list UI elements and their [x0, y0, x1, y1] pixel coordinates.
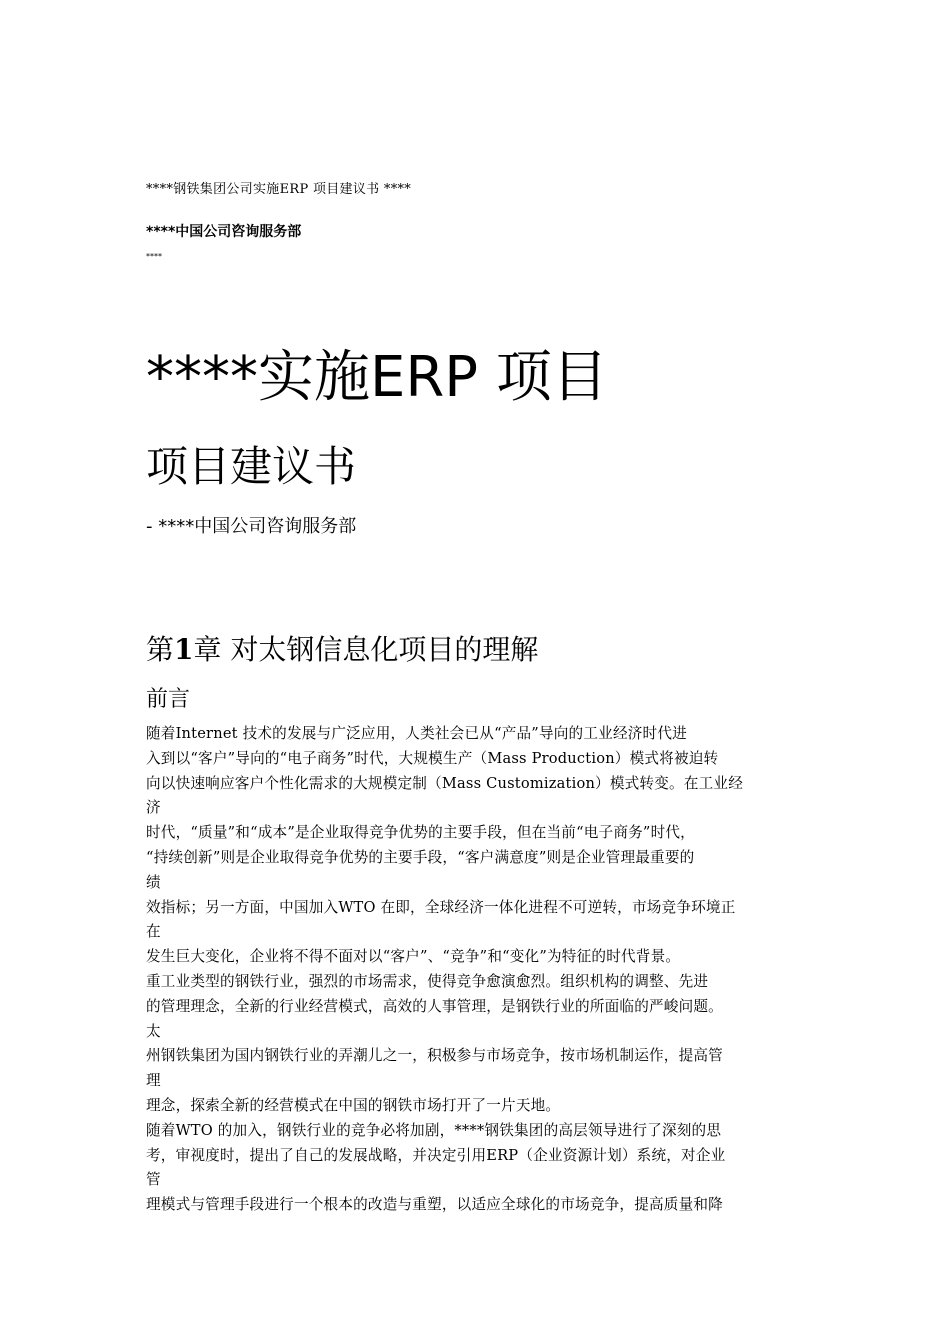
body-line: 济 — [146, 799, 161, 817]
organization-line: ****中国公司咨询服务部 — [146, 224, 302, 240]
body-line: 时代，“质量”和“成本”是企业取得竞争优势的主要手段，但在当前“电子商务”时代， — [146, 824, 695, 842]
sub-title: 项目建议书 — [146, 442, 357, 491]
preface-body — [146, 722, 806, 1218]
body-line: 向以快速响应客户个性化需求的大规模定制（Mass Customization）模式转变。在工业经 — [146, 774, 743, 792]
chapter-prefix: 第 — [146, 633, 175, 666]
body-line: “持续创新”则是企业取得竞争优势的主要手段，“客户满意度”则是企业管理最重要的 — [146, 848, 695, 866]
chapter-title — [146, 628, 538, 668]
body-line: 理模式与管理手段进行一个根本的改造与重塑，以适应全球化的市场竞争，提高质量和降 — [146, 1196, 723, 1214]
body-line: 重工业类型的钢铁行业，强烈的市场需求，使得竞争愈演愈烈。组织机构的调整、先进 — [146, 972, 709, 990]
chapter-number: 1 — [174, 633, 194, 666]
author-line: - ****中国公司咨询服务部 — [146, 516, 357, 537]
small-stars-mark: **** — [146, 252, 162, 261]
body-line: 绩 — [146, 873, 161, 891]
main-title: ****实施ERP 项目 — [146, 345, 608, 410]
body-line: 理念，探索全新的经营模式在中国的钢铁市场打开了一片天地。 — [146, 1096, 561, 1114]
chapter-suffix: 章 对太钢信息化项目的理解 — [193, 633, 539, 666]
body-line: 的管理理念，全新的行业经营模式，高效的人事管理，是钢铁行业的所面临的严峻问题。 — [146, 997, 723, 1015]
document-header-line: ****钢铁集团公司实施ERP 项目建议书 **** — [146, 182, 412, 197]
body-line: 效指标；另一方面，中国加入WTO 在即，全球经济一体化进程不可逆转，市场竞争环境正 — [146, 898, 736, 916]
body-line: 考，审视度时，提出了自己的发展战略，并决定引用ERP（企业资源计划）系统，对企业 — [146, 1146, 726, 1164]
body-line: 发生巨大变化，企业将不得不面对以“客户”、“竞争”和“变化”为特征的时代背景。 — [146, 948, 681, 966]
body-line: 入到以“客户”导向的“电子商务”时代，大规模生产（Mass Production）模式将被迫转 — [146, 749, 719, 767]
body-line: 州钢铁集团为国内钢铁行业的弄潮儿之一，积极参与市场竞争，按市场机制运作，提高管 — [146, 1047, 723, 1065]
body-line: 管 — [146, 1171, 161, 1189]
preface-title: 前言 — [146, 687, 191, 712]
body-line: 随着WTO 的加入，钢铁行业的竞争必将加剧，****钢铁集团的高层领导进行了深刻的思 — [146, 1121, 722, 1139]
body-line: 在 — [146, 923, 161, 941]
body-line: 随着Internet 技术的发展与广泛应用，人类社会已从“产品”导向的工业经济时代进 — [146, 725, 687, 742]
body-line: 太 — [146, 1022, 161, 1040]
body-line: 理 — [146, 1072, 161, 1090]
